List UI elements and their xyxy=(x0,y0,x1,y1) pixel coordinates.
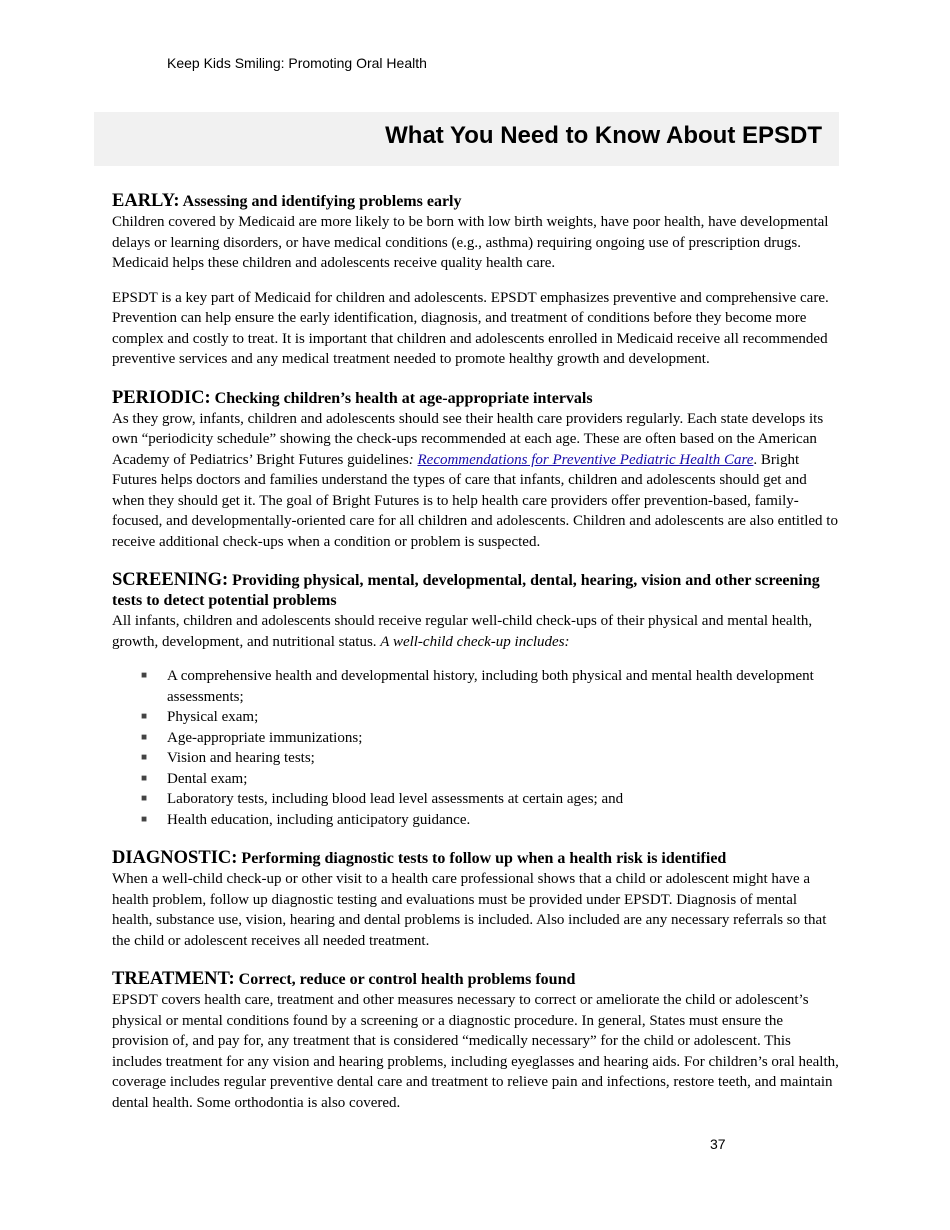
heading-text: Correct, reduce or control health problems found xyxy=(234,971,576,988)
colon: : xyxy=(408,451,418,468)
list-item xyxy=(112,707,840,728)
heading-text: Providing physical, mental, developmental, dental, hearing, vision and other screening tests to detect potential problems xyxy=(112,572,820,609)
paragraph: EPSDT covers health care, treatment and other measures necessary to correct or ameliorate the child or adolescent’s physical or mental conditions found by a screening or a diagnostic procedure. In general, States must ensure the provision of, and pay for, any treatment that is considered “medically necessary” for the child or adolescent. This includes treatment for any vision and hearing problems, including eyeglasses and hearing aids. For children’s oral health, coverage includes regular preventive dental care and treatment to relieve pain and infections, restore teeth, and maintain dental health. Some orthodontia is also covered. xyxy=(112,992,839,1111)
list-item xyxy=(112,789,840,810)
heading-text: Assessing and identifying problems early xyxy=(179,193,462,210)
heading-lead: SCREENING: xyxy=(112,570,229,590)
paragraph-text: . Bright Futures helps doctors and families understand the types of care that infants, children and adolescents should get and when they should get it. The goal of Bright Futures is to help health care providers offer prevention-based, family-focused, and developmentally-oriented care for all children and adolescents. Children and adolescents are also entitled to receive additional check-ups when a condition or problem is suspected. xyxy=(112,451,838,550)
paragraph: EPSDT is a key part of Medicaid for children and adolescents. EPSDT emphasizes preventive and comprehensive care. Prevention can help ensure the early identification, diagnosis, and treatment of conditions before they become more complex and costly to treat. It is important that children and adolescents enrolled in Medicaid receive all recommended preventive services and any medical treatment needed to promote healthy growth and development. xyxy=(112,289,829,367)
list-item-text: Physical exam; xyxy=(167,709,259,725)
page-title: What You Need to Know About EPSDT xyxy=(385,122,822,149)
list-item-text: Age-appropriate immunizations; xyxy=(167,729,363,746)
list-item xyxy=(112,769,840,790)
square-bullet-icon: ■ xyxy=(141,711,148,722)
square-bullet-icon: ■ xyxy=(141,731,148,743)
square-bullet-icon: ■ xyxy=(141,813,148,825)
page-number: 37 xyxy=(710,1136,726,1152)
square-bullet-icon: ■ xyxy=(141,752,148,763)
square-bullet-icon: ■ xyxy=(141,793,148,804)
heading-lead: EARLY: xyxy=(112,191,180,211)
section-heading-early xyxy=(112,191,840,212)
section-heading-treatment xyxy=(112,969,840,990)
section-heading-periodic xyxy=(112,388,840,409)
section-heading-diagnostic xyxy=(112,848,840,869)
list-item-text: Health education, including anticipatory guidance. xyxy=(167,811,471,828)
heading-text: Checking children’s health at age-appropriate intervals xyxy=(210,389,593,407)
square-bullet-icon: ■ xyxy=(141,670,148,681)
heading-text: Performing diagnostic tests to follow up when a health risk is identified xyxy=(237,850,727,867)
square-bullet-icon: ■ xyxy=(141,772,148,784)
checkup-list xyxy=(112,666,840,830)
list-item-text: Laboratory tests, including blood lead level assessments at certain ages; and xyxy=(167,791,624,807)
document-body xyxy=(112,191,840,1113)
section-treatment xyxy=(112,969,840,1113)
section-heading-screening xyxy=(112,570,840,611)
title-band xyxy=(94,112,839,166)
section-early xyxy=(112,191,840,370)
bright-futures-link[interactable]: Recommendations for Preventive Pediatric Health Care xyxy=(417,451,754,468)
paragraph xyxy=(112,409,840,553)
list-item-text: Dental exam; xyxy=(167,770,248,787)
list-item-text: Vision and hearing tests; xyxy=(167,750,315,766)
paragraph: Children covered by Medicaid are more likely to be born with low birth weights, have poor health, have developmental delays or learning disorders, or have medical conditions (e.g., asthma) requiring ongoing use of prescription drugs. Medicaid helps these children and adolescents receive quality health care. xyxy=(112,214,829,271)
paragraph xyxy=(112,611,840,652)
heading-lead: TREATMENT: xyxy=(112,969,235,989)
heading-lead: DIAGNOSTIC: xyxy=(112,848,238,868)
list-item xyxy=(112,666,840,707)
heading-lead: PERIODIC: xyxy=(112,387,211,408)
section-periodic xyxy=(112,388,840,553)
list-item xyxy=(112,810,840,831)
paragraph-text: As they grow, infants, children and adolescents should see their health care providers regularly. Each state develops its own “periodicity schedule” showing the check-ups recommended at each age. These are often based on the American Academy of Pediatrics’ Bright Futures guidelines xyxy=(112,410,824,468)
running-header: Keep Kids Smiling: Promoting Oral Health xyxy=(167,55,427,71)
section-screening xyxy=(112,570,840,830)
paragraph-text: All infants, children and adolescents should receive regular well-child check-ups of their physical and mental health, growth, development, and nutritional status. xyxy=(112,613,813,650)
list-item xyxy=(112,728,840,749)
paragraph-italic: A well-child check-up includes: xyxy=(380,633,570,650)
list-item xyxy=(112,748,840,769)
list-item-text: A comprehensive health and developmental history, including both physical and mental health development assessments; xyxy=(167,668,814,705)
paragraph: When a well-child check-up or other visit to a health care professional shows that a child or adolescent might have a health problem, follow up diagnostic testing and evaluations must be provided under EPSDT. Diagnosis of mental health, substance use, vision, hearing and dental problems is included. Also included are any necessary referrals so that the child or adolescent receives all needed treatment. xyxy=(112,871,827,949)
section-diagnostic xyxy=(112,848,840,951)
